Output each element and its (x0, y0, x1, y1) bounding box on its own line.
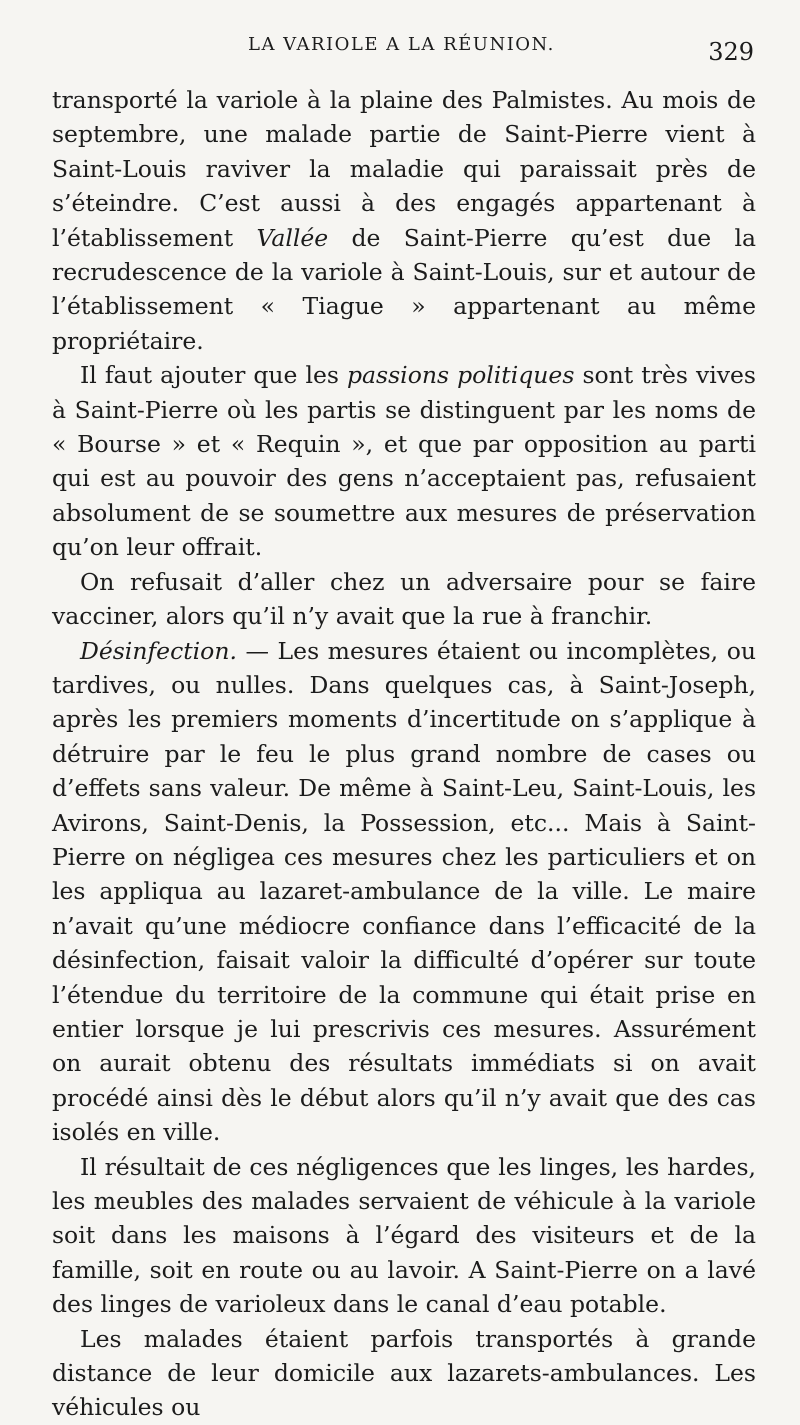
paragraph-5-text: Il résultait de ces négligences que les linges, les hardes, les meubles des malades servaient de véhicule à la variole soit dans les maisons à l’égard des visiteurs et de la famille, soit en route ou au lavoir. A Saint-Pierre on a lavé des linges de varioleux dans le canal d’eau potable. (52, 1152, 756, 1319)
section-heading-desinfection: Désinfection. (80, 636, 237, 665)
paragraph-6 (52, 1322, 756, 1425)
paragraph-4 (52, 634, 756, 1150)
paragraph-4-text-after: — Les mesures étaient ou incomplètes, ou tardives, ou nulles. Dans quelques cas, à Saint-Joseph, après les premiers moments d’incertitude on s’applique à détruire par le feu le plus grand nombre de cases ou d’effets sans valeur. De même à Saint-Leu, Saint-Louis, les Avirons, Saint-Denis, la Possession, etc... Mais à Saint-Pierre on négligea ces mesures chez les particuliers et on les appliqua au lazaret-ambulance de la ville. Le maire n’avait qu’une médiocre confiance dans l’efficacité de la désinfection, faisait valoir la difficulté d’opérer sur toute l’étendue du territoire de la commune qui était prise en entier lorsque je lui prescrivis ces mesures. Assurément on aurait obtenu des résultats immédiats si on avait procédé ainsi dès le début alors qu’il n’y avait que des cas isolés en ville. (52, 636, 756, 1147)
page-header (52, 0, 756, 84)
paragraph-2-text-after: sont très vives à Saint-Pierre où les partis se distinguent par les noms de « Bourse » et « Requin », et que par opposition au parti qui est au pouvoir des gens n’acceptaient pas, refusaient absolument de se soumettre aux mesures de préservation qu’on leur offrait. (52, 361, 756, 562)
paragraph-6-text: Les malades étaient parfois transportés à grande distance de leur domicile aux lazarets-ambulances. Les véhicules ou (52, 1324, 756, 1422)
page-number: 329 (708, 38, 754, 66)
paragraph-5 (52, 1150, 756, 1322)
paragraph-3 (52, 565, 756, 634)
paragraph-1-text-after: de Saint-Pierre qu’est due la recrudescence de la variole à Saint-Louis, sur et autour de l’établissement « Tiague » appartenant au même propriétaire. (52, 223, 756, 355)
paragraph-3-text: On refusait d’aller chez un adversaire pour se faire vacciner, alors qu’il n’y avait que la rue à franchir. (52, 567, 756, 631)
paragraph-1 (52, 83, 756, 358)
paragraph-1-text: transporté la variole à la plaine des Palmistes. Au mois de septembre, une malade partie de Saint-Pierre vient à Saint-Louis raviver la maladie qui paraissait près de s’éteindre. C’est aussi à des engagés appartenant à l’établissement (52, 86, 756, 252)
paragraph-2-text-before: Il faut ajouter que les (80, 361, 347, 390)
running-title: LA VARIOLE A LA RÉUNION. (248, 34, 555, 55)
paragraph-1-italic: Vallée (256, 223, 329, 252)
paragraph-2 (52, 358, 756, 564)
paragraph-2-italic: passions politiques (347, 361, 575, 390)
body-text (52, 83, 756, 1425)
